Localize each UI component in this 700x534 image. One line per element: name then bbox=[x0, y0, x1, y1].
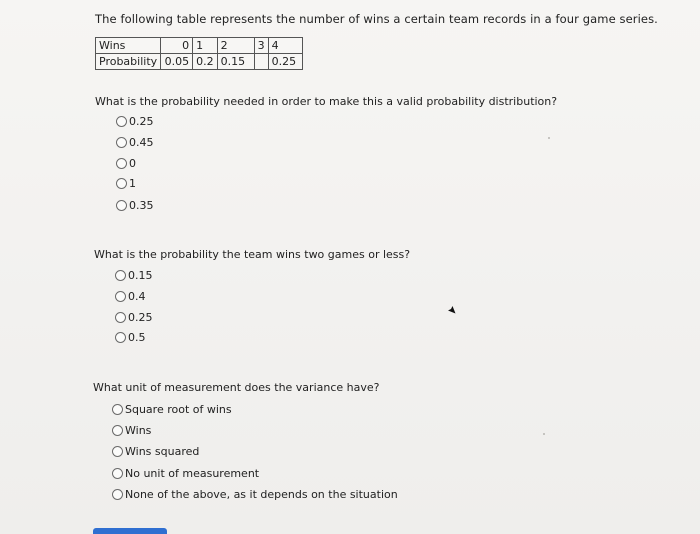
q2-option-1[interactable] bbox=[115, 269, 153, 282]
intro-text: The following table represents the number of wins a certain team records in a four game series. bbox=[95, 12, 658, 26]
wins-cell-1: 1 bbox=[193, 38, 218, 54]
q3-option-2[interactable] bbox=[112, 424, 151, 437]
wins-cell-3: 3 bbox=[254, 38, 268, 54]
table-row-probability bbox=[96, 54, 303, 70]
submit-button-partial[interactable] bbox=[93, 528, 167, 534]
q1-option-2-label: 0.45 bbox=[129, 136, 154, 149]
radio-button-icon[interactable] bbox=[115, 291, 126, 302]
q3-option-1-label: Square root of wins bbox=[125, 403, 232, 416]
probability-cell-3 bbox=[254, 54, 268, 70]
wins-cell-0: 0 bbox=[161, 38, 193, 54]
screen-speck bbox=[548, 137, 550, 139]
question-3-text: What unit of measurement does the variance have? bbox=[93, 381, 380, 394]
probability-cell-0: 0.05 bbox=[161, 54, 193, 70]
q3-option-3-label: Wins squared bbox=[125, 445, 200, 458]
radio-button-icon[interactable] bbox=[112, 425, 123, 436]
q2-option-2-label: 0.4 bbox=[128, 290, 146, 303]
radio-button-icon[interactable] bbox=[116, 116, 127, 127]
probability-cell-1: 0.2 bbox=[193, 54, 218, 70]
radio-button-icon[interactable] bbox=[112, 446, 123, 457]
q1-option-1-label: 0.25 bbox=[129, 115, 154, 128]
q2-option-1-label: 0.15 bbox=[128, 269, 153, 282]
radio-button-icon[interactable] bbox=[112, 489, 123, 500]
radio-button-icon[interactable] bbox=[112, 468, 123, 479]
q3-option-4[interactable] bbox=[112, 467, 259, 480]
q3-option-5[interactable] bbox=[112, 488, 398, 501]
radio-button-icon[interactable] bbox=[116, 158, 127, 169]
q1-option-1[interactable] bbox=[116, 115, 154, 128]
radio-button-icon[interactable] bbox=[112, 404, 123, 415]
wins-probability-table bbox=[95, 37, 303, 70]
question-1-text: What is the probability needed in order to make this a valid probability distribution? bbox=[95, 95, 558, 108]
q2-option-3[interactable] bbox=[115, 311, 153, 324]
q2-option-3-label: 0.25 bbox=[128, 311, 153, 324]
radio-button-icon[interactable] bbox=[115, 312, 126, 323]
question-2-text: What is the probability the team wins two games or less? bbox=[94, 248, 411, 261]
q2-option-2[interactable] bbox=[115, 290, 146, 303]
radio-button-icon[interactable] bbox=[116, 200, 127, 211]
q1-option-5-label: 0.35 bbox=[129, 199, 154, 212]
wins-cell-2: 2 bbox=[217, 38, 254, 54]
q1-option-4[interactable] bbox=[116, 177, 136, 190]
radio-button-icon[interactable] bbox=[115, 332, 126, 343]
wins-header: Wins bbox=[96, 38, 161, 54]
probability-header: Probability bbox=[96, 54, 161, 70]
q1-option-3-label: 0 bbox=[129, 157, 136, 170]
q2-option-4-label: 0.5 bbox=[128, 331, 146, 344]
radio-button-icon[interactable] bbox=[116, 137, 127, 148]
q3-option-5-label: None of the above, as it depends on the situation bbox=[125, 488, 398, 501]
mouse-pointer-icon bbox=[447, 305, 457, 315]
table-row-wins bbox=[96, 38, 303, 54]
screen-speck bbox=[543, 433, 545, 435]
q3-option-4-label: No unit of measurement bbox=[125, 467, 260, 480]
radio-button-icon[interactable] bbox=[115, 270, 126, 281]
q2-option-4[interactable] bbox=[115, 331, 146, 344]
q1-option-3[interactable] bbox=[116, 157, 136, 170]
q1-option-5[interactable] bbox=[116, 199, 154, 212]
q3-option-3[interactable] bbox=[112, 445, 199, 458]
q1-option-4-label: 1 bbox=[129, 177, 136, 190]
q1-option-2[interactable] bbox=[116, 136, 154, 149]
probability-cell-4: 0.25 bbox=[268, 54, 302, 70]
probability-cell-2: 0.15 bbox=[217, 54, 254, 70]
q3-option-2-label: Wins bbox=[125, 424, 152, 437]
q3-option-1[interactable] bbox=[112, 403, 232, 416]
radio-button-icon[interactable] bbox=[116, 178, 127, 189]
wins-cell-4: 4 bbox=[268, 38, 302, 54]
